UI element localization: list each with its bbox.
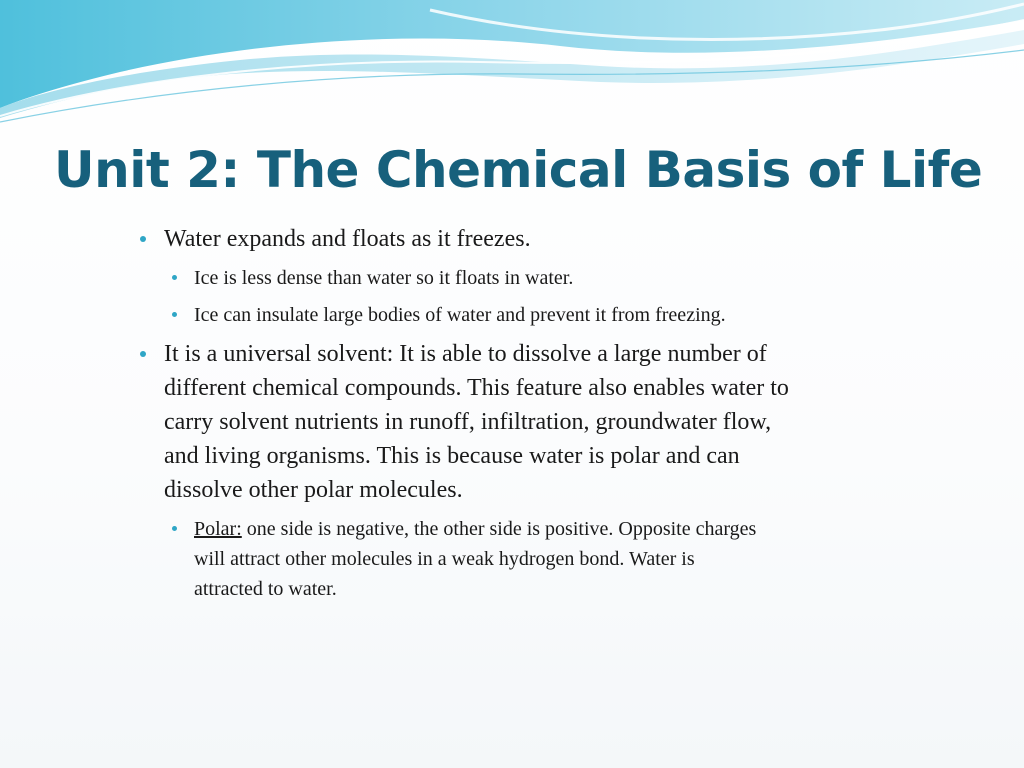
bullet-text-line: dissolve other polar molecules. bbox=[164, 477, 463, 503]
sub-bullet-text-line: will attract other molecules in a weak hydrogen bond. Water is bbox=[194, 548, 695, 570]
sub-bullet-item bbox=[194, 514, 984, 604]
bullet-item bbox=[164, 222, 974, 256]
bullet-dot-icon bbox=[140, 351, 146, 357]
bullet-text-line: different chemical compounds. This feature also enables water to bbox=[164, 375, 789, 401]
bullet-dot-icon bbox=[172, 312, 177, 317]
polar-term: Polar: bbox=[194, 518, 242, 540]
slide-title: Unit 2: The Chemical Basis of Life bbox=[54, 141, 983, 199]
sub-bullet-text: Ice can insulate large bodies of water and prevent it from freezing. bbox=[194, 304, 726, 326]
sub-bullet-text-line: one side is negative, the other side is positive. Opposite charges bbox=[241, 518, 757, 540]
bullet-item bbox=[164, 337, 974, 507]
bullet-dot-icon bbox=[140, 236, 146, 242]
sub-bullet-text: Ice is less dense than water so it floats in water. bbox=[194, 267, 574, 289]
bullet-text-line: carry solvent nutrients in runoff, infiltration, groundwater flow, bbox=[164, 409, 772, 435]
bullet-text: Water expands and floats as it freezes. bbox=[164, 226, 531, 252]
sub-bullet-text-line: attracted to water. bbox=[194, 578, 337, 600]
sub-bullet-item bbox=[194, 300, 984, 330]
bullet-text-line: and living organisms. This is because water is polar and can bbox=[164, 443, 740, 469]
bullet-text-line: It is a universal solvent: It is able to dissolve a large number of bbox=[164, 341, 767, 367]
bullet-dot-icon bbox=[172, 526, 177, 531]
bullet-dot-icon bbox=[172, 275, 177, 280]
sub-bullet-item bbox=[194, 263, 984, 293]
